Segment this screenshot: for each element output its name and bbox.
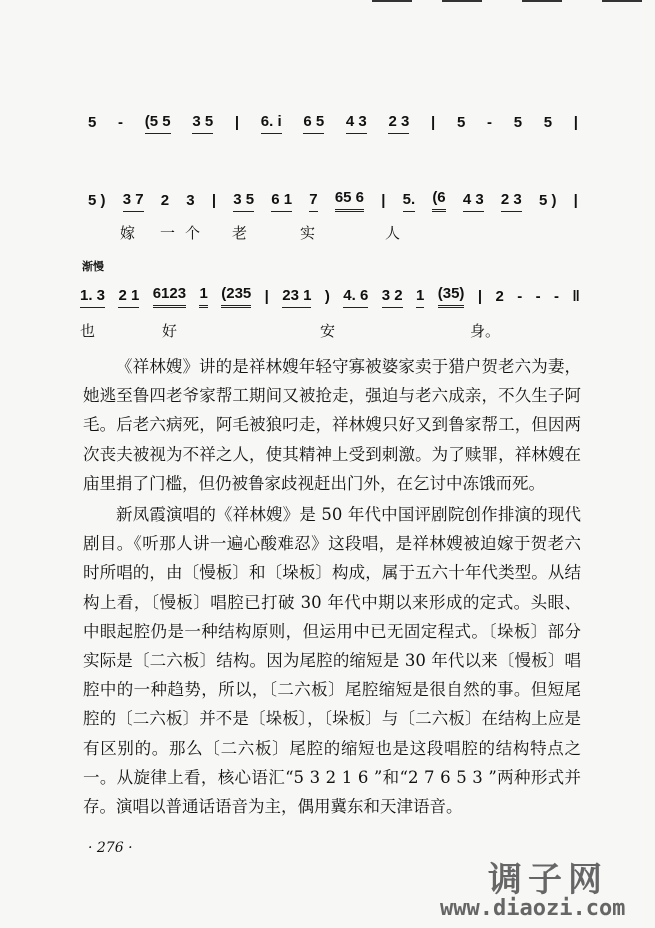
notation-line-3 <box>80 284 580 308</box>
note-group: 5 <box>513 114 523 131</box>
note-group: 1 <box>199 285 207 308</box>
lyric: 一个 <box>160 224 211 242</box>
lyric: 安 <box>320 322 336 340</box>
note-group: 3 <box>186 192 195 209</box>
note-group: 7 <box>309 191 317 212</box>
barline: | <box>211 192 217 209</box>
note-group: - <box>486 114 492 131</box>
note-group: (235 <box>221 285 251 308</box>
note-group: 2 3 <box>501 191 522 212</box>
note-group: - <box>554 288 560 305</box>
notation-line-2 <box>88 188 578 212</box>
lyric: 老 <box>232 224 248 242</box>
note-group: - <box>535 288 541 305</box>
note-group: - <box>118 114 124 131</box>
note-group: 23 1 <box>282 287 311 308</box>
barline: | <box>477 288 483 305</box>
note-group: 1 <box>416 287 424 308</box>
note-group: 4 3 <box>463 191 484 212</box>
lyric: 实 <box>300 224 316 242</box>
note-group: 5 <box>543 114 553 131</box>
note-group: 4 3 <box>346 113 367 134</box>
watermark-url: www.diaozi.com <box>440 896 626 921</box>
top-rule <box>442 0 482 2</box>
note-group: 2 <box>160 192 170 209</box>
note-group: 5 <box>88 114 97 131</box>
top-rule <box>602 0 642 2</box>
note-group: 6 5 <box>303 113 324 134</box>
note-group: (6 <box>432 189 445 212</box>
note-group: 2 <box>495 288 504 305</box>
top-rule <box>522 0 562 2</box>
lyric: 人 <box>385 224 401 242</box>
note-group: 3 7 <box>123 191 144 212</box>
note-group: 5. <box>403 191 416 212</box>
note-group: 2 1 <box>118 287 139 308</box>
note-group: 5 <box>456 114 466 131</box>
note-group: 3 5 <box>233 191 254 212</box>
top-rule <box>372 0 412 2</box>
note-group: 65 6 <box>335 189 364 212</box>
notation-line-1 <box>88 110 578 134</box>
barline: | <box>381 192 386 209</box>
body-text <box>83 352 581 821</box>
note-group: 6123 <box>153 285 186 308</box>
note-group: 6 1 <box>271 191 292 212</box>
note-group: (5 5 <box>145 113 171 134</box>
note-group: 3 5 <box>192 113 213 134</box>
note-group: 5 ) <box>88 192 106 209</box>
tempo-marking: 渐慢 <box>82 260 104 273</box>
paragraph: 《祥林嫂》讲的是祥林嫂年轻守寡被婆家卖于猎户贺老六为妻，她逃至鲁四老爷家帮工期间又被抢走，强迫与老六成亲，不久生子阿毛。后老六病死，阿毛被狼叼走，祥林嫂只好又到鲁家帮工，但因两次丧夫被视为不祥之人，使其精神上受到刺激。为了赎罪，祥林嫂在庙里捐了门槛，但仍被鲁家歧视赶出门外，在乞讨中冻饿而死。 <box>83 357 581 493</box>
barline: | <box>573 192 578 209</box>
barline: | <box>234 114 240 131</box>
lyric: 身。 <box>470 322 501 340</box>
note-group: ) <box>324 288 330 305</box>
page-number: · 276 · <box>88 840 133 856</box>
barline: | <box>573 114 578 131</box>
note-group: - <box>517 288 523 305</box>
lyric: 嫁 <box>120 224 136 242</box>
note-group: 4. 6 <box>343 287 368 308</box>
note-group: 2 3 <box>388 113 409 134</box>
watermark-logo: 调子网 <box>488 860 608 900</box>
barline: | <box>431 114 436 131</box>
paragraph: 新凤霞演唱的《祥林嫂》是 50 年代中国评剧院创作排演的现代剧目。《听那人讲一遍心酸难忍》这段唱，是祥林嫂被迫嫁于贺老六时所唱的，由〔慢板〕和〔垛板〕构成，属于五六十年代类型。从结构上看，〔慢板〕唱腔已打破 30 年代中期以来形成的定式。头眼、中眼起腔仍是一种结构原则，但运用中已无固定程式。〔垛板〕部分实际是〔二六板〕结构。因为尾腔的缩短是 30 年代以来〔慢板〕唱腔中的一种趋势，所以，〔二六板〕尾腔缩短是很自然的事。但短尾腔的〔二六板〕并不是〔垛板〕，〔垛板〕与〔二六板〕在结构上应是有区别的。那么〔二六板〕尾腔的缩短也是这段唱腔的结构特点之一。从旋律上看，核心语汇“5 3 2 1 6 ”和“2 7 6 5 3 ”两种形式并存。演唱以普通话语音为主，偶用冀东和天津语音。 <box>83 505 581 817</box>
lyric: 也 <box>80 322 96 340</box>
note-group: 5 ) <box>538 192 557 209</box>
lyric: 好 <box>162 322 178 340</box>
barline: ‖ <box>572 288 580 305</box>
note-group: 3 2 <box>382 287 403 308</box>
note-group: 1. 3 <box>80 287 105 308</box>
note-group: (35) <box>438 285 465 308</box>
note-group: 6. i <box>261 113 282 134</box>
barline: | <box>264 288 269 305</box>
